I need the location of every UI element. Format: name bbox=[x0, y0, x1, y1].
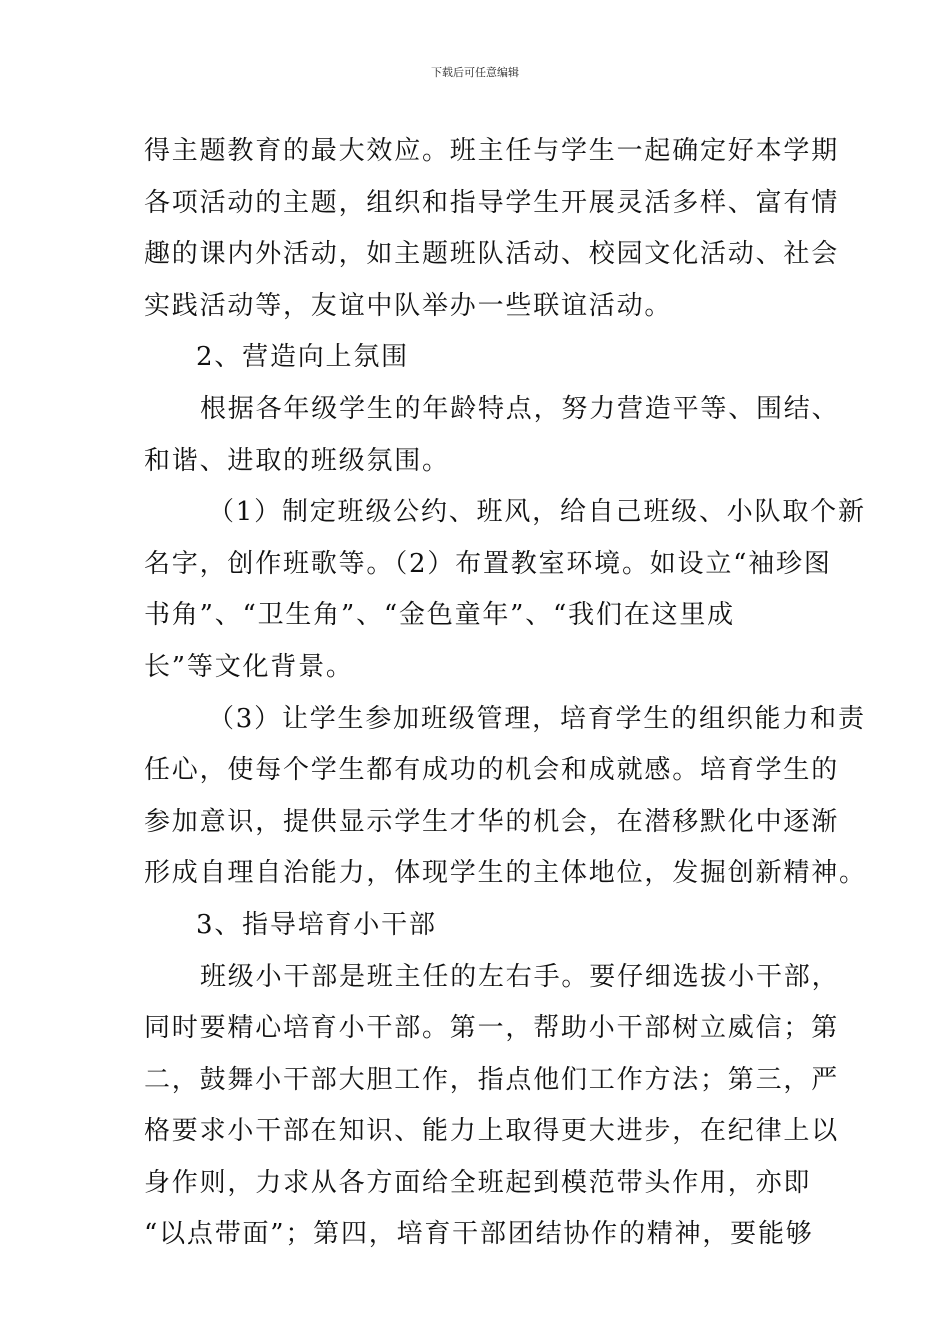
section-heading: 2、营造向上氛围 bbox=[196, 342, 409, 373]
text-line: “以点带面”；第四，培育干部团结协作的精神，要能够 bbox=[144, 1219, 814, 1250]
text-line: 名字，创作班歌等。（2）布置教室环境。如设立“袖珍图 bbox=[144, 548, 832, 579]
text-line: 格要求小干部在知识、能力上取得更大进步，在纪律上以 bbox=[144, 1116, 840, 1147]
text-line: 根据各年级学生的年龄特点，努力营造平等、围结、 bbox=[200, 393, 840, 424]
text-line: 参加意识，提供显示学生才华的机会，在潜移默化中逐渐 bbox=[144, 806, 840, 837]
document-body bbox=[144, 126, 867, 1261]
text-line: （1）制定班级公约、班风，给自己班级、小队取个新 bbox=[208, 497, 866, 528]
text-line: 同时要精心培育小干部。第一，帮助小干部树立威信；第 bbox=[144, 1013, 840, 1044]
text-line: 二，鼓舞小干部大胆工作，指点他们工作方法；第三，严 bbox=[144, 1064, 840, 1095]
page-header: 下载后可任意编辑 bbox=[431, 66, 519, 79]
text-line: 和谐、进取的班级氛围。 bbox=[144, 445, 450, 476]
section-heading: 3、指导培育小干部 bbox=[196, 909, 437, 940]
text-line: 长”等文化背景。 bbox=[144, 651, 354, 682]
text-line: 实践活动等，友谊中队举办一些联谊活动。 bbox=[144, 290, 673, 321]
text-line: 形成自理自治能力，体现学生的主体地位，发掘创新精神。 bbox=[144, 858, 867, 889]
text-line: 班级小干部是班主任的左右手。要仔细选拔小干部， bbox=[200, 961, 840, 992]
text-line: 得主题教育的最大效应。班主任与学生一起确定好本学期 bbox=[144, 136, 840, 166]
text-line: 趣的课内外活动，如主题班队活动、校园文化活动、社会 bbox=[144, 239, 840, 270]
text-line: 书角”、“卫生角”、“金色童年”、“我们在这里成 bbox=[144, 600, 735, 631]
text-line: 任心，使每个学生都有成功的机会和成就感。培育学生的 bbox=[144, 755, 840, 786]
text-line: 各项活动的主题，组织和指导学生开展灵活多样、富有情 bbox=[144, 187, 840, 218]
text-line: （3）让学生参加班级管理，培育学生的组织能力和责 bbox=[208, 703, 866, 734]
text-line: 身作则，力求从各方面给全班起到模范带头作用，亦即 bbox=[144, 1167, 812, 1198]
